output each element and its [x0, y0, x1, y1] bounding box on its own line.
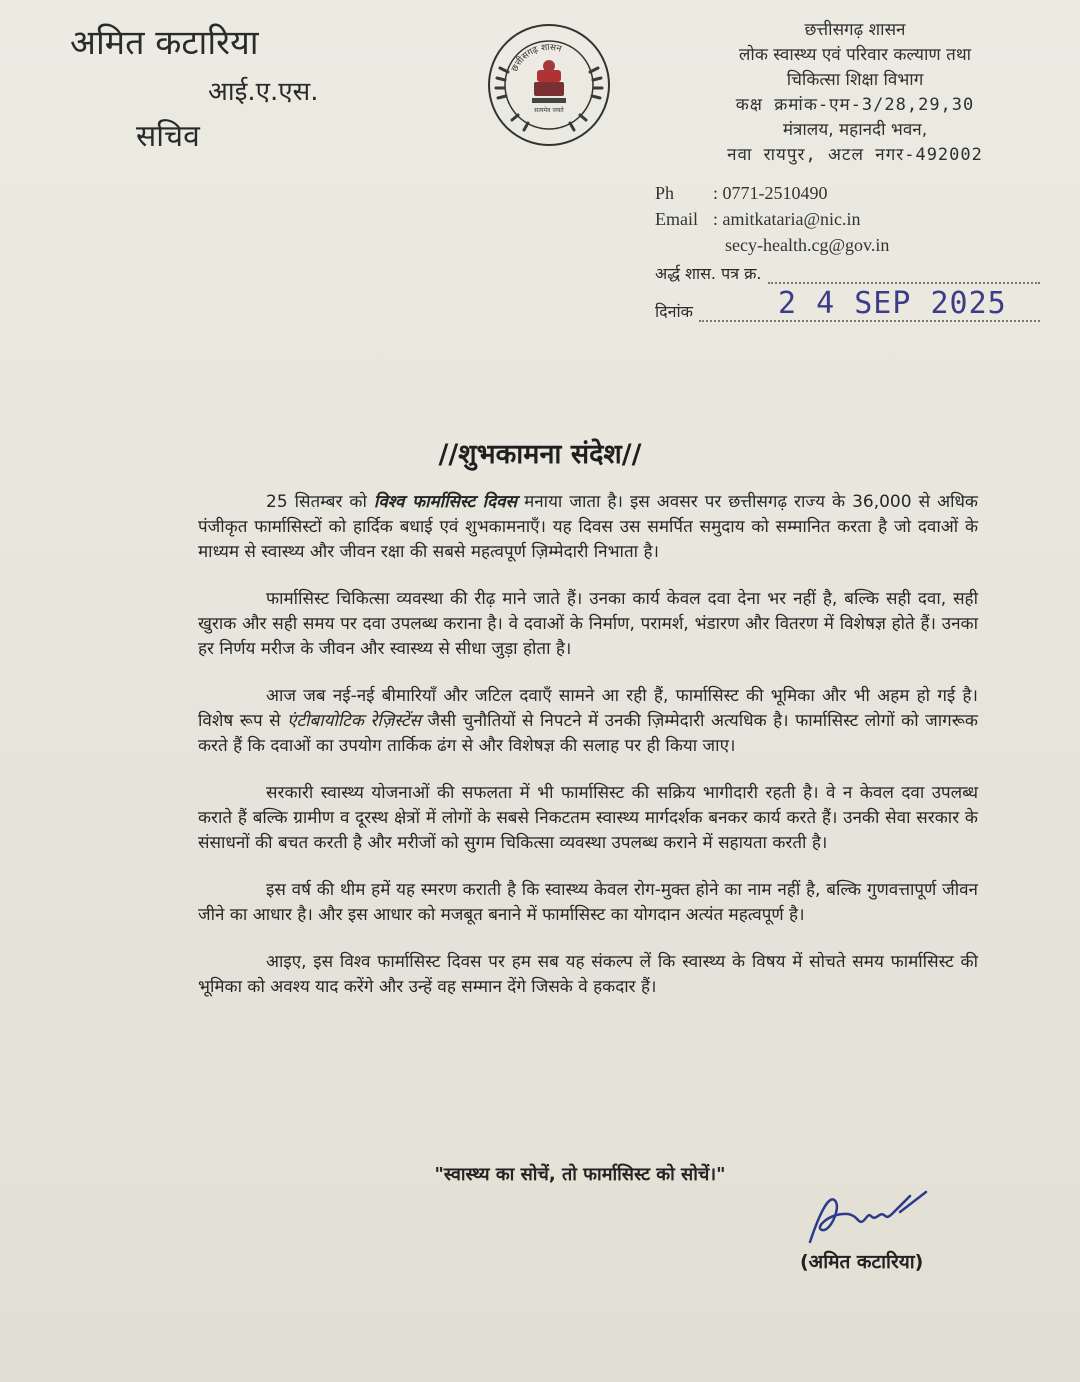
phone-label: Ph	[655, 183, 675, 203]
email-secondary: secy-health.cg@gov.in	[725, 235, 890, 255]
letter-number-dots	[768, 268, 1041, 284]
paragraph-5: इस वर्ष की थीम हमें यह स्मरण कराती है कि स्वास्थ्य केवल रोग-मुक्त होने का नाम नहीं है, बल्कि गुणवत्तापूर्ण जीवन जीने का आधार है। और इस आधार को मजबूत बनाने में फार्मासिस्ट का योगदान अत्यंत महत्वपूर्ण है।	[198, 880, 978, 925]
email-label: Email	[655, 209, 698, 229]
signature-icon	[800, 1172, 940, 1252]
date-label: दिनांक	[655, 302, 693, 321]
paragraph-3: आज जब नई-नई बीमारियाँ और जटिल दवाएँ सामने आ रही हैं, फार्मासिस्ट की भूमिका और भी अहम हो गई है। विशेष रूप से एंटीबायोटिक रेज़िस्टेंस जैसी चुनौतियों से निपटने में उनकी ज़िम्मेदारी अत्यधिक है। फार्मासिस्ट लोगों को जागरूक करते हैं कि दवाओं का उपयोग तार्किक ढंग से और विशेषज्ञ की सलाह पर ही किया जाए।	[198, 686, 978, 756]
sender-designation: सचिव	[136, 119, 200, 154]
svg-text:सत्यमेव जयते: सत्यमेव जयते	[534, 107, 564, 114]
highlight-antibiotic-resistance: एंटीबायोटिक रेज़िस्टेंस	[287, 711, 422, 731]
paragraph-1: 25 सितम्बर को विश्व फार्मासिस्ट दिवस मनाया जाता है। इस अवसर पर छत्तीसगढ़ राज्य के 36,000 से अधिक पंजीकृत फार्मासिस्टों को हार्दिक बधाई एवं शुभकामनाएँ। यह दिवस उस समर्पित समुदाय को सम्मानित करता है जो दवाओं के माध्यम से स्वास्थ्य और जीवन रक्षा की सबसे महत्वपूर्ण ज़िम्मेदारी निभाता है।	[198, 492, 978, 562]
building-name: मंत्रालय, महानदी भवन,	[782, 120, 928, 140]
city-pincode: नवा रायपुर, अटल नगर-492002	[727, 145, 983, 165]
sender-name: अमित कटारिया	[70, 23, 259, 63]
letter-number-line	[655, 262, 1040, 284]
office-address	[690, 18, 1020, 168]
room-number: कक्ष क्रमांक-एम-3/28,29,30	[735, 95, 975, 115]
svg-text:छत्तीसगढ़ शासन	[510, 43, 563, 74]
date-stamp: 2 4 SEP 2025	[778, 286, 1007, 321]
letter-heading: //शुभकामना संदेश//	[438, 439, 642, 470]
signer-name: (अमित कटारिया)	[800, 1251, 924, 1273]
state-emblem-icon	[484, 20, 614, 150]
letter-body	[198, 490, 978, 1022]
email-primary: : amitkataria@nic.in	[713, 209, 861, 229]
highlight-pharmacist-day: विश्व फार्मासिस्ट दिवस	[373, 492, 518, 512]
contact-block	[655, 180, 889, 258]
government-name: छत्तीसगढ़ शासन	[804, 20, 906, 40]
paragraph-4: सरकारी स्वास्थ्य योजनाओं की सफलता में भी फार्मासिस्ट की सक्रिय भागीदारी रहती है। वे न केवल दवा उपलब्ध कराते हैं बल्कि ग्रामीण व दूरस्थ क्षेत्रों में लोगों के सबसे निकटतम स्वास्थ्य मार्गदर्शक बनकर कार्य करते हैं। उनकी सेवा सरकार के संसाधनों की बचत करती है और मरीजों को सुगम चिकित्सा व्यवस्था उपलब्ध कराने में सहायता करती है।	[198, 783, 978, 853]
sender-service: आई.ए.एस.	[208, 77, 319, 107]
slogan: "स्वास्थ्य का सोचें, तो फार्मासिस्ट को सोचें।"	[434, 1164, 726, 1185]
department-line-1: लोक स्वास्थ्य एवं परिवार कल्याण तथा	[738, 45, 972, 65]
paragraph-2: फार्मासिस्ट चिकित्सा व्यवस्था की रीढ़ माने जाते हैं। उनका कार्य केवल दवा देना भर नहीं है, बल्कि सही दवा, सही खुराक और सही समय पर दवा उपलब्ध कराना है। वे दवाओं के निर्माण, परामर्श, भंडारण और वितरण में विशेषज्ञ होते हैं। उनका हर निर्णय मरीज के जीवन और स्वास्थ्य से सीधा जुड़ा होता है।	[198, 589, 978, 659]
sender-block	[70, 18, 319, 154]
phone-number: : 0771-2510490	[713, 183, 828, 203]
letter-number-label: अर्द्ध शास. पत्र क्र.	[655, 264, 762, 283]
department-line-2: चिकित्सा शिक्षा विभाग	[786, 70, 924, 90]
paragraph-6: आइए, इस विश्व फार्मासिस्ट दिवस पर हम सब यह संकल्प लें कि स्वास्थ्य के विषय में सोचते समय फार्मासिस्ट की भूमिका को अवश्य याद करेंगे और उन्हें वह सम्मान देंगे जिसके वे हकदार हैं।	[198, 952, 978, 997]
emblem-ring-text: छत्तीसगढ़ शासन	[510, 42, 563, 74]
